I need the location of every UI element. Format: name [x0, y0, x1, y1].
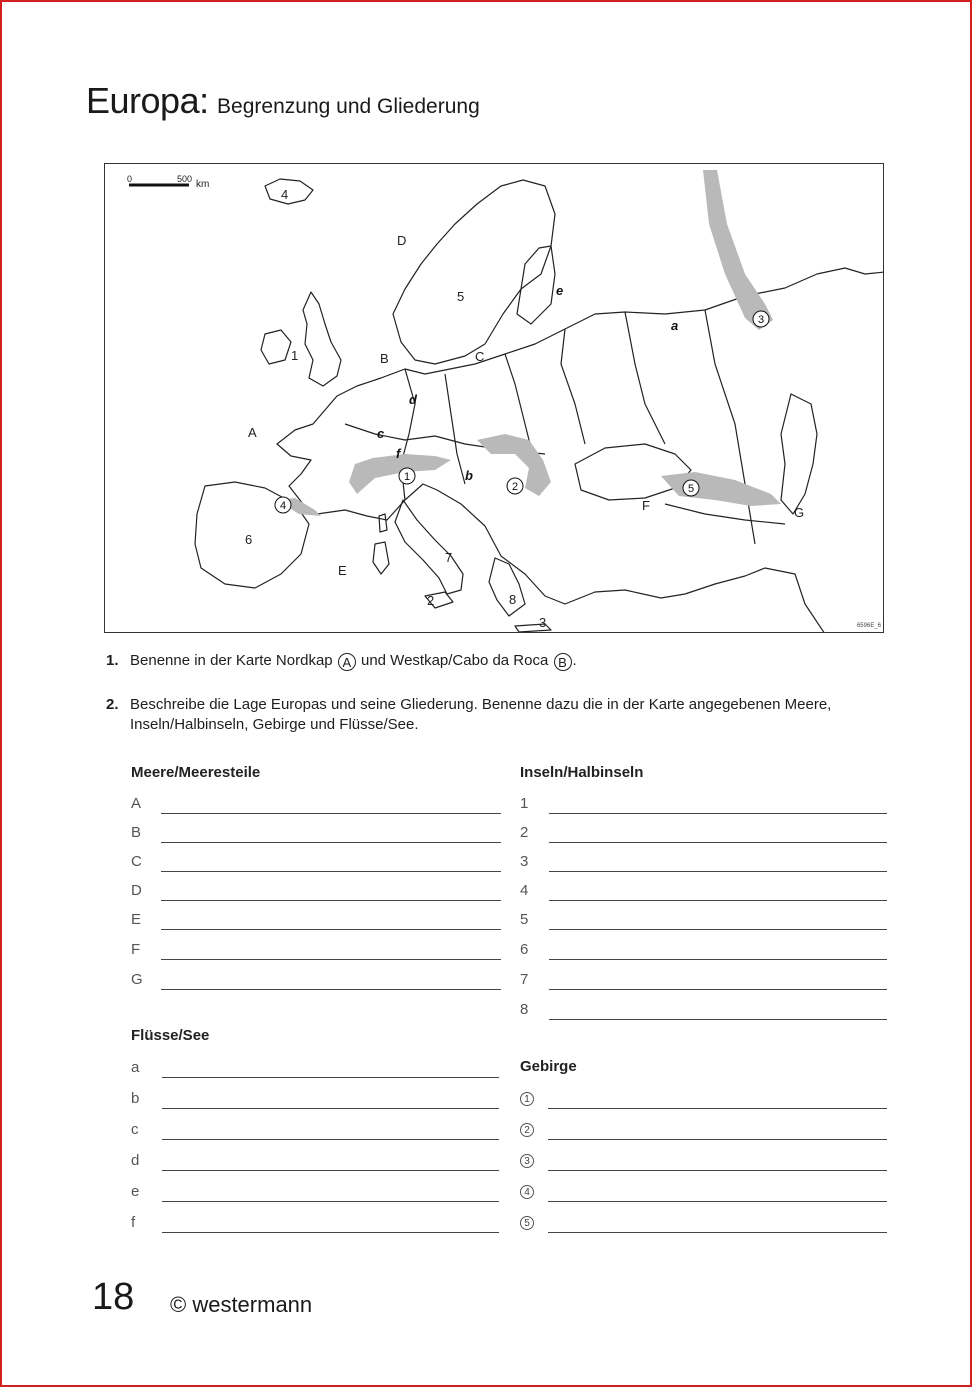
island-label-3: 3 — [539, 615, 547, 630]
map-code: 6596E_6 — [856, 623, 881, 629]
europe-map — [104, 163, 884, 633]
answer-line[interactable] — [161, 842, 501, 843]
caucasus — [661, 472, 781, 506]
page-title — [86, 80, 480, 122]
sea-label-a: A — [248, 425, 257, 440]
answer-line[interactable] — [549, 959, 887, 960]
sea-label-e: E — [338, 563, 347, 578]
answer-row-island — [520, 908, 887, 930]
scale-zero: 0 — [127, 174, 133, 184]
answer-label: 5 — [520, 911, 529, 928]
answer-row-mountain — [520, 1211, 887, 1233]
publisher-credit: © westermann — [170, 1292, 313, 1317]
island-label-5: 5 — [457, 289, 465, 304]
sea-label-b: B — [380, 351, 389, 366]
answer-row-river — [131, 1211, 499, 1233]
answer-row-river — [131, 1087, 499, 1109]
mountain-marker-3: 3 — [757, 314, 765, 326]
europe-map-drawing — [105, 164, 884, 633]
answer-label: 6 — [520, 941, 529, 958]
river-label-c: c — [377, 426, 385, 441]
answer-label: 7 — [520, 971, 529, 988]
answer-label: D — [131, 882, 142, 899]
task-1-circle-a: A — [338, 653, 356, 671]
answer-row-mountain — [520, 1087, 887, 1109]
answer-line[interactable] — [549, 929, 887, 930]
task-1-text-a: Benenne in der Karte Nordkap — [130, 652, 333, 669]
island-label-1: 1 — [291, 348, 299, 363]
section-mountains-title: Gebirge — [520, 1058, 577, 1075]
scale-value: 500 — [177, 174, 193, 184]
task-1-text — [130, 651, 855, 671]
answer-label: F — [131, 941, 141, 958]
answer-row-sea — [131, 792, 501, 814]
answer-row-mountain — [520, 1118, 887, 1140]
answer-label: C — [131, 853, 142, 870]
answer-label: 2 — [520, 1123, 534, 1137]
answer-label: b — [131, 1090, 140, 1107]
answer-line[interactable] — [549, 1019, 887, 1020]
answer-row-sea — [131, 968, 501, 990]
answer-row-island — [520, 968, 887, 990]
answer-line[interactable] — [161, 929, 501, 930]
answer-row-sea — [131, 850, 501, 872]
island-label-7: 7 — [445, 550, 453, 565]
title-main: Europa: — [86, 80, 209, 121]
task-2-text: Beschreibe die Lage Europas und seine Gliederung. Benenne dazu die in der Karte angegebenen Meere, Inseln/Halbinseln, Gebirge und Flüsse/See. — [130, 696, 832, 733]
mountain-marker-1: 1 — [403, 471, 411, 483]
answer-row-sea — [131, 821, 501, 843]
answer-row-island — [520, 938, 887, 960]
island-label-6: 6 — [245, 532, 253, 547]
ural-mountains — [703, 170, 773, 330]
sea-label-d: D — [397, 233, 407, 248]
page-number: 18 — [92, 1276, 135, 1318]
answer-label: B — [131, 824, 142, 841]
island-labels — [245, 187, 546, 630]
island-label-4: 4 — [281, 187, 289, 202]
answer-line[interactable] — [162, 1201, 499, 1202]
answer-row-island — [520, 792, 887, 814]
answer-row-island — [520, 821, 887, 843]
mountain-marker-5: 5 — [687, 483, 695, 495]
sea-label-g: G — [794, 505, 805, 520]
answer-label: G — [131, 971, 143, 988]
answer-label: 3 — [520, 1154, 534, 1168]
task-1-text-b: und Westkap/Cabo da Roca — [360, 652, 549, 669]
task-1-circle-b: B — [554, 653, 572, 671]
answer-row-river — [131, 1056, 499, 1078]
answer-line[interactable] — [161, 900, 501, 901]
answer-row-river — [131, 1180, 499, 1202]
answer-line[interactable] — [549, 813, 887, 814]
task-1-text-c: . — [572, 652, 577, 669]
answer-label: 1 — [520, 795, 529, 812]
answer-label: 8 — [520, 1001, 529, 1018]
answer-label: 3 — [520, 853, 529, 870]
answer-line[interactable] — [162, 1108, 499, 1109]
mountain-marker-4: 4 — [279, 500, 287, 512]
task-1-number: 1. — [106, 652, 119, 669]
mountain-ranges — [277, 170, 781, 516]
island-label-8: 8 — [509, 592, 517, 607]
answer-line[interactable] — [548, 1232, 887, 1233]
answer-label: E — [131, 911, 142, 928]
answer-line[interactable] — [162, 1077, 499, 1078]
scale-unit: km — [196, 179, 210, 190]
answer-row-sea — [131, 938, 501, 960]
answer-label: f — [131, 1214, 136, 1231]
answer-line[interactable] — [548, 1139, 887, 1140]
sea-label-c: C — [475, 349, 485, 364]
answer-line[interactable] — [162, 1232, 499, 1233]
answer-line[interactable] — [549, 871, 887, 872]
answer-line[interactable] — [548, 1108, 887, 1109]
answer-label: 5 — [520, 1216, 534, 1230]
answer-label: 2 — [520, 824, 529, 841]
answer-line[interactable] — [549, 989, 887, 990]
river-label-a: a — [671, 318, 679, 333]
answer-row-river — [131, 1118, 499, 1140]
answer-line[interactable] — [549, 842, 887, 843]
answer-row-island — [520, 850, 887, 872]
river-label-b: b — [465, 468, 473, 483]
answer-line[interactable] — [161, 871, 501, 872]
task-1 — [106, 651, 866, 673]
answer-label: A — [131, 795, 142, 812]
river-label-f: f — [396, 446, 401, 461]
answer-row-mountain — [520, 1149, 887, 1171]
answer-label: a — [131, 1059, 140, 1076]
answer-label: d — [131, 1152, 140, 1169]
answer-line[interactable] — [162, 1139, 499, 1140]
answer-row-river — [131, 1149, 499, 1171]
title-sub: Begrenzung und Gliederung — [217, 95, 480, 118]
river-label-d: d — [409, 392, 417, 407]
answer-line[interactable] — [549, 900, 887, 901]
answer-label: 4 — [520, 882, 529, 899]
task-2 — [106, 695, 866, 739]
answer-label: e — [131, 1183, 140, 1200]
river-label-e: e — [556, 283, 564, 298]
coastlines — [195, 179, 884, 633]
answer-row-mountain — [520, 1180, 887, 1202]
answer-line[interactable] — [161, 813, 501, 814]
answer-line[interactable] — [161, 959, 501, 960]
answer-row-sea — [131, 908, 501, 930]
answer-row-island — [520, 879, 887, 901]
island-label-2: 2 — [427, 593, 435, 608]
section-seas-title: Meere/Meeresteile — [131, 764, 261, 781]
mountain-marker-2: 2 — [511, 481, 519, 493]
task-2-number: 2. — [106, 696, 119, 713]
answer-line[interactable] — [548, 1201, 887, 1202]
answer-label: 4 — [520, 1185, 534, 1199]
answer-row-island — [520, 998, 887, 1020]
answer-label: c — [131, 1121, 139, 1138]
answer-line[interactable] — [162, 1170, 499, 1171]
answer-label: 1 — [520, 1092, 534, 1106]
section-rivers-title: Flüsse/See — [131, 1027, 210, 1044]
answer-line[interactable] — [548, 1170, 887, 1171]
section-islands-title: Inseln/Halbinseln — [520, 764, 644, 781]
scale-bar — [127, 174, 209, 190]
answer-line[interactable] — [161, 989, 501, 990]
sea-label-f: F — [642, 498, 650, 513]
answer-row-sea — [131, 879, 501, 901]
